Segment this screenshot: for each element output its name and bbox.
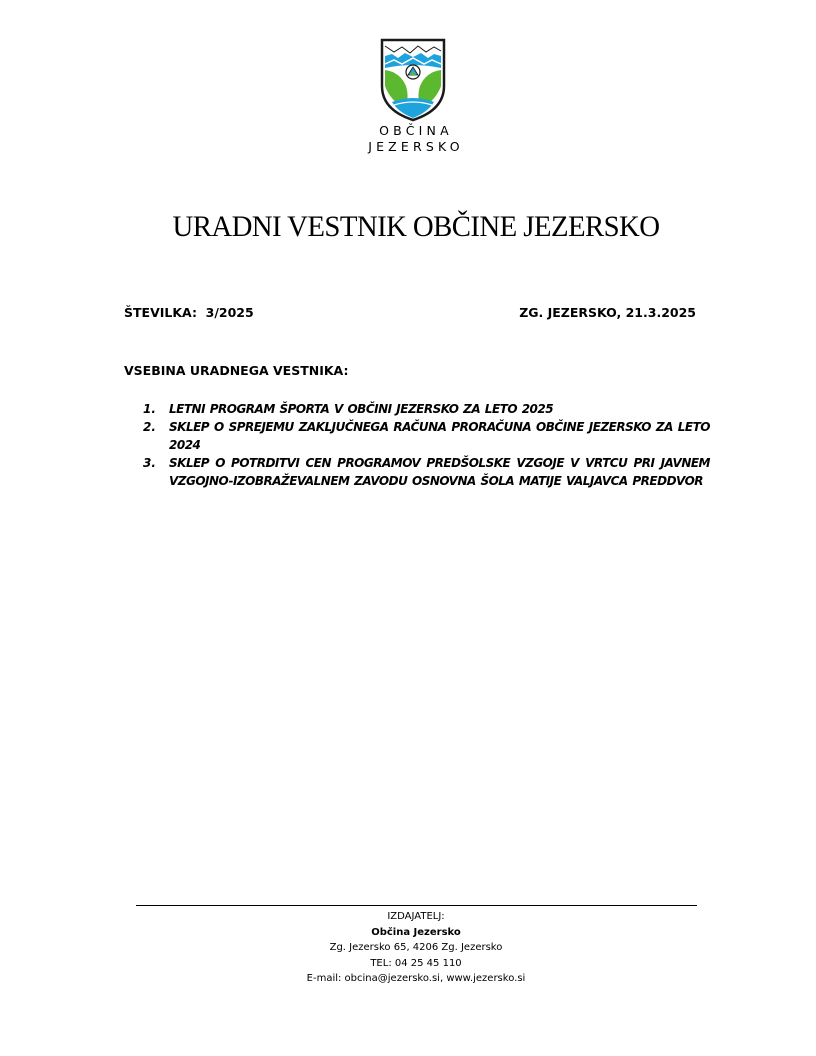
footer-divider: [136, 905, 697, 906]
list-item-text: SKLEP O POTRDITVI CEN PROGRAMOV PREDŠOLSKE VZGOJE V VRTCU PRI JAVNEM VZGOJNO-IZOBRAŽEVALNEM ZAVODU OSNOVNA ŠOLA MATIJE VALJAVCA PREDDVOR: [169, 456, 710, 488]
publisher-email-web: E-mail: obcina@jezersko.si, www.jezersko.si: [306, 973, 526, 984]
publisher-address: Zg. Jezersko 65, 4206 Zg. Jezersko: [329, 942, 503, 953]
contents-list: [143, 400, 710, 490]
list-item-number: 3.: [143, 456, 156, 470]
publisher-name: Občina Jezersko: [371, 926, 461, 938]
list-item: [143, 418, 710, 454]
municipality-name-line1: OBČINA: [379, 123, 453, 138]
list-item: [143, 454, 710, 490]
contents-heading: VSEBINA URADNEGA VESTNIKA:: [124, 363, 349, 378]
list-item: [143, 400, 710, 418]
list-item-number: 1.: [143, 402, 156, 416]
list-item-text: LETNI PROGRAM ŠPORTA V OBČINI JEZERSKO ZA LETO 2025: [169, 402, 554, 416]
document-title: URADNI VESTNIK OBČINE JEZERSKO: [172, 210, 660, 243]
footer: [0, 909, 816, 987]
publisher-label: IZDAJATELJ:: [387, 911, 445, 922]
municipality-name-line2: JEZERSKO: [368, 139, 464, 154]
publisher-phone: TEL: 04 25 45 110: [370, 957, 462, 969]
list-item-number: 2.: [143, 420, 156, 434]
place-date: ZG. JEZERSKO, 21.3.2025: [519, 305, 696, 320]
list-item-text: SKLEP O SPREJEMU ZAKLJUČNEGA RAČUNA PRORAČUNA OBČINE JEZERSKO ZA LETO 2024: [169, 420, 710, 452]
issue-number: ŠTEVILKA: 3/2025: [124, 305, 254, 320]
coat-of-arms-icon: [380, 38, 446, 122]
